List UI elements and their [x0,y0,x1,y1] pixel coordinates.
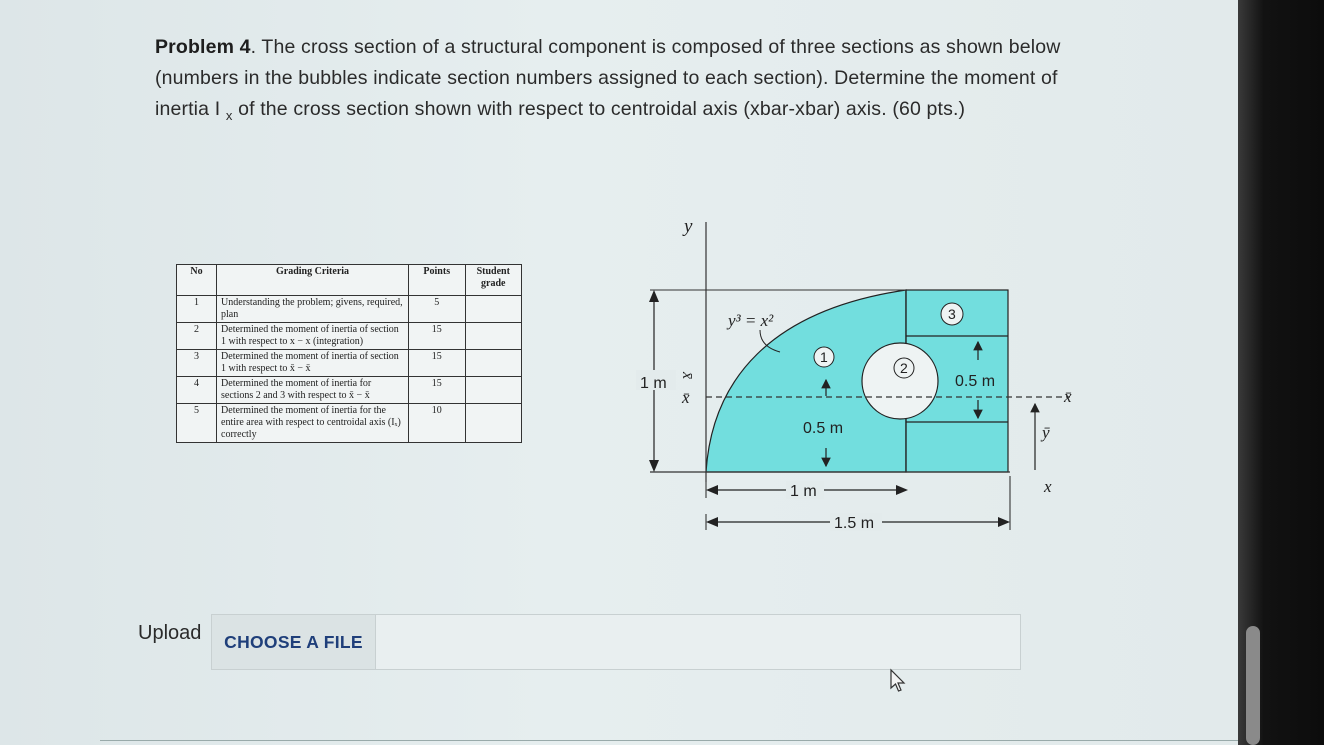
table-row [177,350,522,377]
upload-label: Upload [138,622,202,644]
row-criteria: Determined the moment of inertia for the entire area with respect to centroidal axis (Iₓ) correctly [217,404,409,443]
row-no: 1 [177,296,217,323]
table-row [177,404,522,443]
table-row [177,323,522,350]
grading-table [176,264,522,443]
row-no: 5 [177,404,217,443]
file-upload-field[interactable] [211,614,1021,670]
row-criteria: Understanding the problem; givens, required, plan [217,296,409,323]
row-points: 15 [409,350,465,377]
problem-subscript: x [225,107,233,123]
table-row [177,377,522,404]
dim-width1-label: 1 m [790,483,817,500]
xbar-right-label: x̄ [1064,387,1072,406]
section-1-number: 1 [820,349,828,365]
row-criteria: Determined the moment of inertia of section 1 with respect to x − x (integration) [217,323,409,350]
row-points: 15 [409,323,465,350]
xbar-under-label: x̄ [679,372,696,380]
choose-file-button[interactable]: CHOOSE A FILE [212,615,376,669]
row-no: 3 [177,350,217,377]
row-grade-cell [465,296,522,323]
section-3-number: 3 [948,306,956,322]
row-grade-cell [465,404,522,443]
dim-width2-label: 1.5 m [834,515,875,532]
row-points: 10 [409,404,465,443]
curve-equation: y³ = x² [728,311,774,330]
problem-text-1: . The cross section of a structural component is composed of three sections as shown below (numbers in the bubbles indicate section numbers assigned to each section). Determine the moment of inertia I [155,36,1061,120]
header-criteria: Grading Criteria [217,265,409,296]
grading-header-row [177,265,522,296]
page-divider [100,740,1238,741]
xbar-left-label: x̄ [682,388,690,407]
section-2-number: 2 [900,360,908,376]
row-points: 5 [409,296,465,323]
row-grade-cell [465,350,522,377]
mouse-cursor-icon [888,668,908,694]
header-no: No [177,265,217,296]
dim-right-label: 0.5 m [955,373,996,390]
row-grade-cell [465,323,522,350]
problem-title: Problem 4 [155,36,251,58]
header-grade: Student grade [465,265,522,296]
x-axis-label: x [1044,477,1052,496]
row-points: 15 [409,377,465,404]
header-points: Points [409,265,465,296]
cross-section-diagram [620,200,1100,540]
row-no: 4 [177,377,217,404]
y-axis-label: y [684,216,693,237]
table-row [177,296,522,323]
dim-height-label: 1 m [640,375,667,392]
row-criteria: Determined the moment of inertia of section 1 with respect to x̄ − x̄ [217,350,409,377]
row-grade-cell [465,377,522,404]
hole-circle [862,343,938,419]
row-criteria: Determined the moment of inertia for sections 2 and 3 with respect to x̄ − x̄ [217,377,409,404]
problem-text-2: of the cross section shown with respect to centroidal axis (xbar-xbar) axis. (60 pts.) [232,98,966,120]
dim-mid-label: 0.5 m [803,420,844,437]
row-no: 2 [177,323,217,350]
problem-statement [155,32,1085,131]
scrollbar-thumb[interactable] [1246,626,1260,745]
ybar-label: ȳ [1042,423,1050,442]
